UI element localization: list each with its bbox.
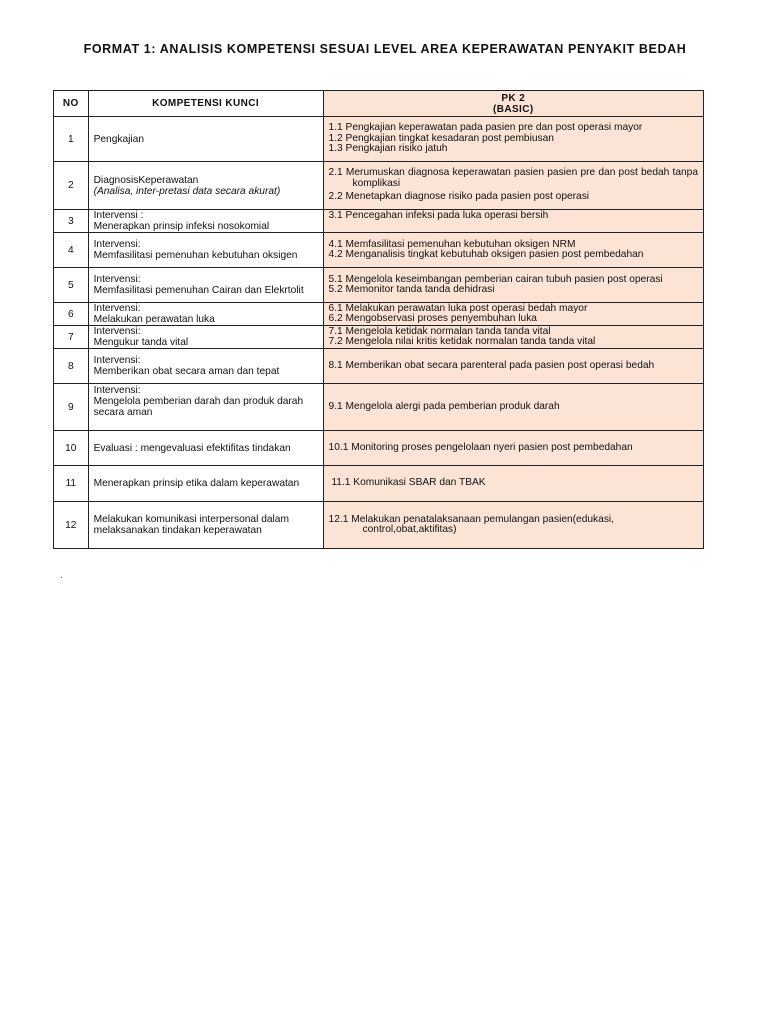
pk2-cell xyxy=(323,431,703,466)
pk2-item: 12.1 Melakukan penatalaksanaan pemulangan pasien(edukasi, control,obat,aktifitas) xyxy=(328,513,615,535)
pk2-item: 1.3 Pengkajian risiko jatuh xyxy=(328,143,448,155)
pk2-item: 6.1 Melakukan perawatan luka post operasi bedah mayor xyxy=(328,302,588,314)
pk2-item: 10.1 Monitoring proses pengelolaan nyeri pasien post pembedahan xyxy=(328,441,633,453)
competency-label: DiagnosisKeperawatan xyxy=(93,174,199,186)
competency-label: Menerapkan prinsip etika dalam keperawatan xyxy=(93,478,300,489)
competency-cell xyxy=(88,384,323,431)
row-number: 11 xyxy=(54,466,89,502)
header-no: NO xyxy=(54,91,89,117)
pk2-item: 6.2 Mengobservasi proses penyembuhan luka xyxy=(328,313,537,324)
pk2-item: 8.1 Memberikan obat secara parenteral pada pasien post operasi bedah xyxy=(328,359,655,371)
competency-cell xyxy=(88,466,323,502)
competency-detail: Memfasilitasi pemenuhan Cairan dan Elekrtolit xyxy=(93,285,304,296)
pk2-cell xyxy=(323,210,703,233)
pk2-item: 7.1 Mengelola ketidak normalan tanda tanda vital xyxy=(328,325,551,337)
competency-cell xyxy=(88,303,323,326)
pk2-cell xyxy=(323,233,703,268)
header-pk2 xyxy=(323,91,703,117)
competency-table xyxy=(53,90,704,549)
competency-cell xyxy=(88,326,323,349)
pk2-item: 2.2 Menetapkan diagnose risiko pada pasien post operasi xyxy=(328,191,590,203)
table-row xyxy=(54,384,704,431)
pk2-cell xyxy=(323,326,703,349)
competency-detail: Memberikan obat secara aman dan tepat xyxy=(93,366,280,377)
row-number: 9 xyxy=(54,384,89,431)
competency-label: Evaluasi : mengevaluasi efektifitas tindakan xyxy=(93,442,291,454)
pk2-item: 2.1 Merumuskan diagnosa keperawatan pasien pasien pre dan post bedah tanpa komplikasi xyxy=(328,167,698,189)
competency-label: Pengkajian xyxy=(93,133,144,145)
document-title: FORMAT 1: ANALISIS KOMPETENSI SESUAI LEVEL AREA KEPERAWATAN PENYAKIT BEDAH xyxy=(83,42,687,56)
competency-detail: (Analisa, inter-pretasi data secara akurat) xyxy=(93,185,281,197)
table-row xyxy=(54,466,704,502)
table-row xyxy=(54,210,704,233)
competency-label: Intervensi: xyxy=(93,355,141,366)
pk2-item: 11.1 Komunikasi SBAR dan TBAK xyxy=(328,477,486,489)
competency-label: Intervensi: xyxy=(93,239,141,250)
row-number: 2 xyxy=(54,162,89,210)
competency-cell xyxy=(88,117,323,162)
competency-label: Melakukan komunikasi interpersonal dalam melaksanakan tindakan keperawatan xyxy=(93,514,289,536)
competency-detail: Memfasilitasi pemenuhan kebutuhan oksigen xyxy=(93,250,298,261)
pk2-item: 1.1 Pengkajian keperawatan pada pasien pre dan post operasi mayor xyxy=(328,122,643,134)
table-row xyxy=(54,233,704,268)
competency-label: Intervensi: xyxy=(93,274,141,285)
pk2-cell xyxy=(323,268,703,303)
competency-detail: Mengelola pemberian darah dan produk darah secara aman xyxy=(93,396,304,418)
row-number: 3 xyxy=(54,210,89,233)
row-number: 6 xyxy=(54,303,89,326)
competency-detail: Mengukur tanda vital xyxy=(93,337,189,348)
table-row xyxy=(54,502,704,549)
competency-cell xyxy=(88,268,323,303)
pk2-cell xyxy=(323,349,703,384)
table-row xyxy=(54,162,704,210)
competency-label: Intervensi: xyxy=(93,303,141,314)
pk2-item: 4.1 Memfasilitasi pemenuhan kebutuhan oksigen NRM xyxy=(328,238,576,250)
table-row xyxy=(54,303,704,326)
pk2-cell xyxy=(323,117,703,162)
table-row xyxy=(54,349,704,384)
table-header-row xyxy=(54,91,704,117)
row-number: 7 xyxy=(54,326,89,349)
row-number: 8 xyxy=(54,349,89,384)
row-number: 5 xyxy=(54,268,89,303)
pk2-item: 5.2 Memonitor tanda tanda dehidrasi xyxy=(328,284,495,295)
table-row xyxy=(54,117,704,162)
table-row xyxy=(54,326,704,349)
row-number: 12 xyxy=(54,502,89,549)
pk2-cell xyxy=(323,384,703,431)
header-kompetensi-kunci: KOMPETENSI KUNCI xyxy=(88,91,323,117)
competency-cell xyxy=(88,233,323,268)
pk2-item: 7.2 Mengelola nilai kritis ketidak normalan tanda tanda vital xyxy=(328,336,596,347)
competency-label: Intervensi : xyxy=(93,210,144,221)
pk2-item: 3.1 Pencegahan infeksi pada luka operasi bersih xyxy=(328,210,549,221)
competency-cell xyxy=(88,210,323,233)
competency-detail: Menerapkan prinsip infeksi nosokomial xyxy=(93,221,270,232)
pk2-item: 5.1 Mengelola keseimbangan pemberian cairan tubuh pasien post operasi xyxy=(328,273,663,285)
competency-label: Intervensi: xyxy=(93,385,141,396)
table-row xyxy=(54,268,704,303)
competency-cell xyxy=(88,431,323,466)
pk2-cell xyxy=(323,466,703,502)
competency-cell xyxy=(88,502,323,549)
footnote-mark: . xyxy=(60,570,63,580)
pk2-item: 4.2 Menganalisis tingkat kebutuhab oksigen pasien post pembedahan xyxy=(328,249,644,260)
pk2-item: 9.1 Mengelola alergi pada pemberian produk darah xyxy=(328,400,560,412)
competency-cell xyxy=(88,349,323,384)
header-pk2-line2: (BASIC) xyxy=(492,103,534,115)
competency-cell xyxy=(88,162,323,210)
row-number: 4 xyxy=(54,233,89,268)
row-number: 10 xyxy=(54,431,89,466)
competency-detail: Melakukan perawatan luka xyxy=(93,314,215,325)
pk2-cell xyxy=(323,303,703,326)
competency-label: Intervensi: xyxy=(93,326,141,337)
table-row xyxy=(54,431,704,466)
pk2-cell xyxy=(323,162,703,210)
pk2-cell xyxy=(323,502,703,549)
header-pk2-line1: PK 2 xyxy=(501,92,526,104)
row-number: 1 xyxy=(54,117,89,162)
pk2-item: 1.2 Pengkajian tingkat kesadaran post pembiusan xyxy=(328,132,554,144)
